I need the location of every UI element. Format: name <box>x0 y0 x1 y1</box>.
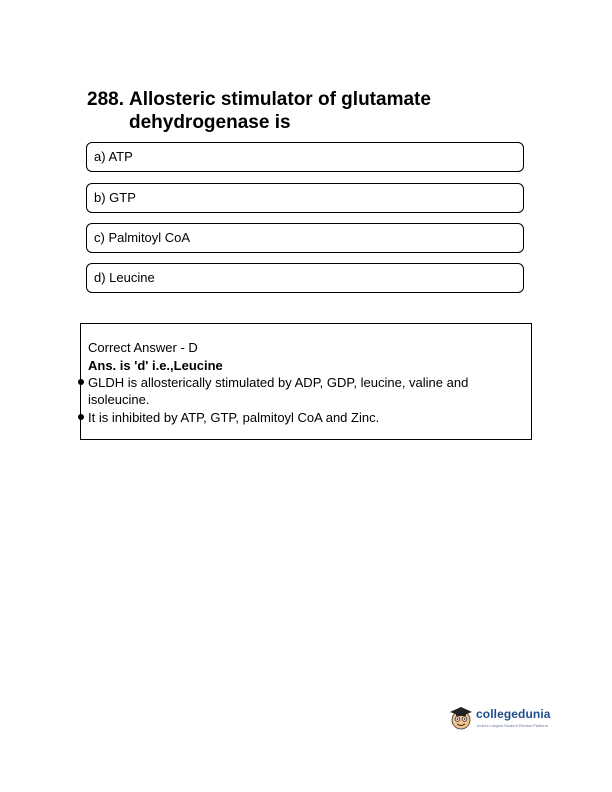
brand-name: collegedunia <box>476 707 551 721</box>
option-d[interactable]: d) Leucine <box>86 263 524 293</box>
option-b[interactable]: b) GTP <box>86 183 524 213</box>
question-number: 288. <box>87 89 124 110</box>
answer-bullet-1 <box>88 374 521 408</box>
brand-tagline: India's Largest Student Review Platform <box>477 723 549 728</box>
answer-bullet-2 <box>88 409 521 426</box>
question-heading <box>87 88 527 134</box>
option-c[interactable]: c) Palmitoyl CoA <box>86 223 524 253</box>
answer-bullet-text: It is inhibited by ATP, GTP, palmitoyl CoA and Zinc. <box>88 410 380 425</box>
collegedunia-logo <box>448 703 551 739</box>
correct-answer-text: Correct Answer - D <box>88 340 198 355</box>
bullet-icon <box>78 414 84 420</box>
answer-heading: Ans. is 'd' i.e.,Leucine <box>88 358 223 373</box>
answer-box <box>80 323 532 440</box>
option-a[interactable]: a) ATP <box>86 142 524 172</box>
bullet-icon <box>78 379 84 385</box>
answer-bullet-text: GLDH is allosterically stimulated by ADP, GDP, leucine, valine and isoleucine. <box>88 375 469 407</box>
question-text: Allosteric stimulator of glutamate dehydrogenase is <box>128 89 431 133</box>
mascot-icon <box>448 705 474 731</box>
